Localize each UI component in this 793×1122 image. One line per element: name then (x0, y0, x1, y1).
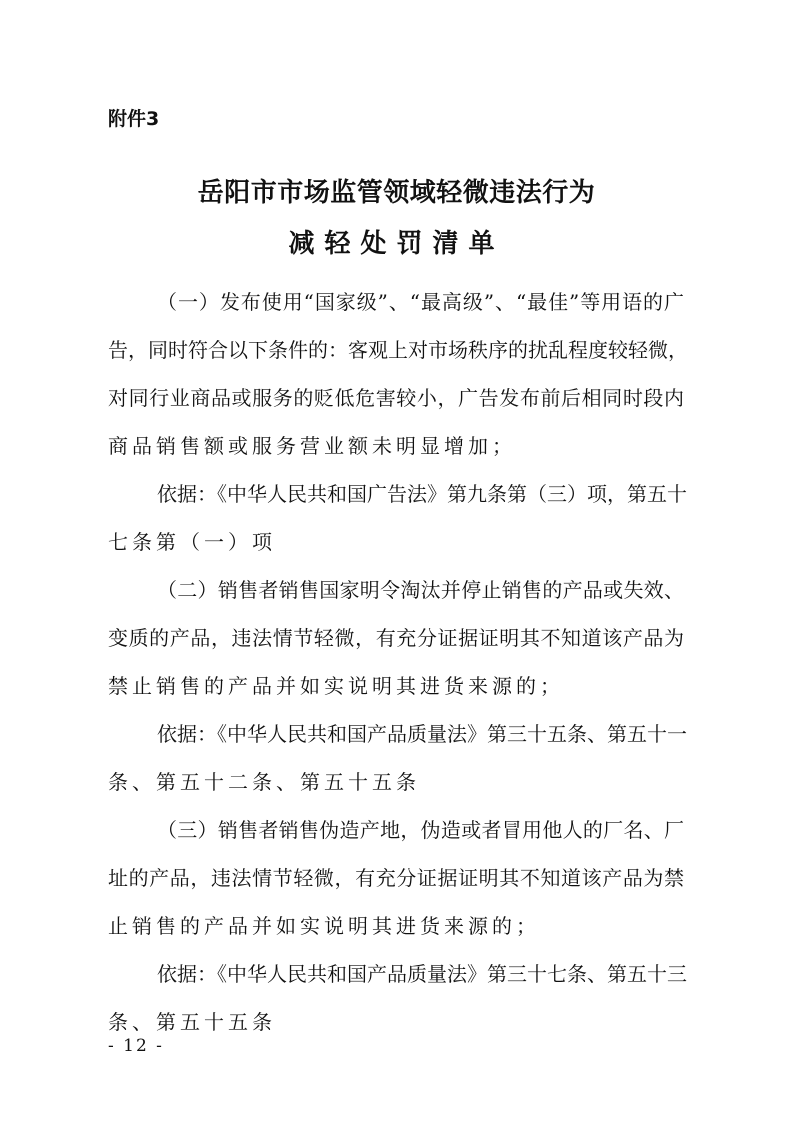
basis-3-line: 依据：《中华人民共和国产品质量法》第三十七条、第五十三 (157, 962, 687, 986)
paragraph-2-line: （二）销售者销售国家明令淘汰并停止销售的产品或失效、 (157, 578, 684, 602)
paragraph-3-line: （三）销售者销售伪造产地，伪造或者冒用他人的厂名、厂 (157, 818, 684, 842)
paragraph-3-line: 址的产品，违法情节轻微，有充分证据证明其不知道该产品为禁 (108, 866, 684, 890)
document-title-line-1: 岳阳市市场监管领域轻微违法行为 (197, 178, 596, 208)
paragraph-1-line: 告，同时符合以下条件的：客观上对市场秩序的扰乱程度较轻微， (108, 338, 688, 362)
basis-2-line: 依据：《中华人民共和国产品质量法》第三十五条、第五十一 (157, 722, 687, 746)
basis-1-line: 七条第（一）项 (108, 530, 276, 554)
paragraph-2-line: 变质的产品，违法情节轻微，有充分证据证明其不知道该产品为 (108, 626, 684, 650)
page-number: - 12 - (108, 1036, 164, 1056)
document-title-line-2: 减轻处罚清单 (288, 229, 505, 259)
paragraph-1-line: （一）发布使用“国家级”、“最高级”、“最佳”等用语的广 (157, 290, 684, 314)
attachment-label: 附件3 (108, 108, 160, 130)
basis-1-line: 依据：《中华人民共和国广告法》第九条第（三）项，第五十 (157, 482, 687, 506)
basis-2-line: 条、第五十二条、第五十五条 (108, 770, 420, 794)
paragraph-2-line: 禁止销售的产品并如实说明其进货来源的； (108, 674, 564, 698)
paragraph-3-line: 止销售的产品并如实说明其进货来源的； (108, 914, 540, 938)
paragraph-1-line: 商品销售额或服务营业额未明显增加； (108, 434, 516, 458)
paragraph-1-line: 对同行业商品或服务的贬低危害较小，广告发布前后相同时段内 (108, 386, 684, 410)
basis-3-line: 条、第五十五条 (108, 1010, 276, 1034)
